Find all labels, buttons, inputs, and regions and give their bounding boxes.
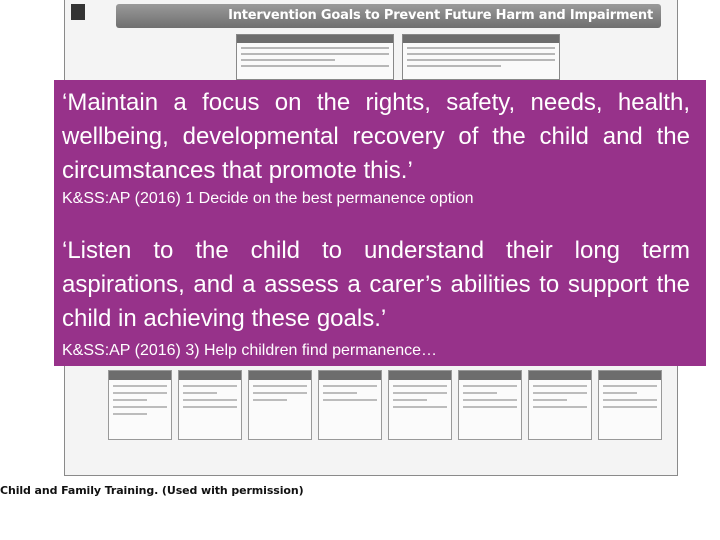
quote-2-reference: K&SS:AP (2016) 3) Help children find permanence…	[62, 342, 438, 359]
quote-2-text: ‘Listen to the child to understand their long term aspirations, and a assess a carer’s abilities to support the child in achieving these goals.’	[62, 237, 690, 332]
quote-panel	[54, 80, 706, 366]
document-logo	[71, 4, 85, 20]
document-box-health	[236, 34, 394, 80]
quote-1-reference: K&SS:AP (2016) 1 Decide on the best permanence option	[62, 190, 474, 207]
image-credit: Child and Family Training. (Used with permission)	[0, 484, 304, 497]
document-banner-title: Intervention Goals to Prevent Future Harm and Impairment	[228, 8, 653, 23]
quote-1-text: ‘Maintain a focus on the rights, safety, needs, health, wellbeing, developmental recovery of the child and the circumstances that promote this.’	[62, 89, 690, 184]
document-side-text	[72, 26, 84, 86]
document-lower-row	[108, 370, 658, 440]
document-box-basic-care	[402, 34, 560, 80]
document-banner	[116, 4, 661, 28]
